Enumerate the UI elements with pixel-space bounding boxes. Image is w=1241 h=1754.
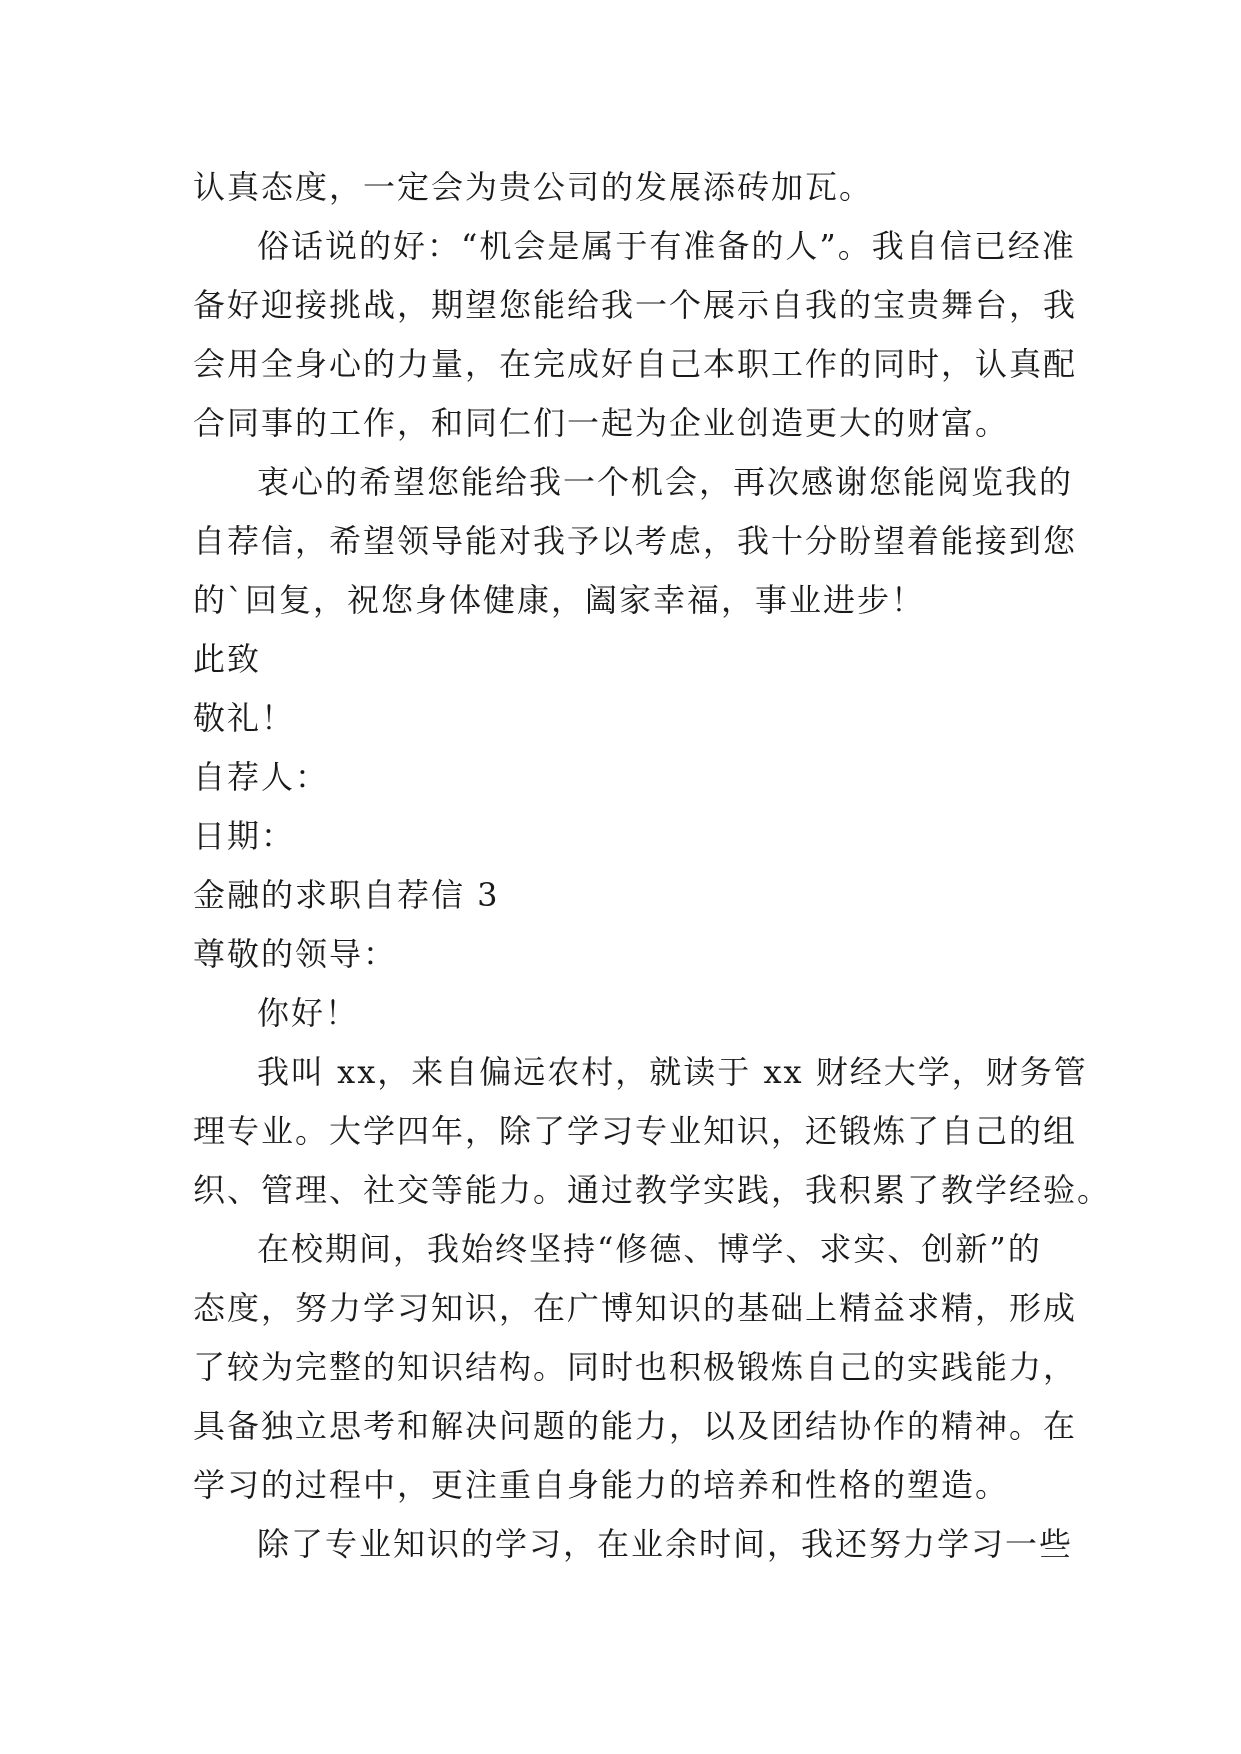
text-line: 具备独立思考和解决问题的能力，以及团结协作的精神。在 bbox=[193, 1407, 1078, 1445]
greeting: 你好！ bbox=[257, 994, 360, 1032]
text-line: 织、管理、社交等能力。通过教学实践，我积累了教学经验。 bbox=[193, 1171, 1112, 1209]
date-label: 日期： bbox=[193, 817, 296, 855]
signature-label: 自荐人： bbox=[193, 758, 330, 796]
closing-line: 此致 bbox=[193, 640, 262, 678]
text-line: 的`回复，祝您身体健康，阖家幸福，事业进步！ bbox=[193, 581, 926, 619]
text-line: 态度，努力学习知识，在广博知识的基础上精益求精，形成 bbox=[193, 1289, 1078, 1327]
paragraph-start-line: 衷心的希望您能给我一个机会，再次感谢您能阅览我的 bbox=[257, 463, 1074, 501]
text-line: 自荐信，希望领导能对我予以考虑，我十分盼望着能接到您 bbox=[193, 522, 1078, 560]
text-line: 理专业。大学四年，除了学习专业知识，还锻炼了自己的组 bbox=[193, 1112, 1078, 1150]
salutation: 尊敬的领导： bbox=[193, 935, 398, 973]
paragraph-start-line: 我叫 xx，来自偏远农村，就读于 xx 财经大学，财务管 bbox=[257, 1053, 1088, 1091]
text-line: 了较为完整的知识结构。同时也积极锻炼自己的实践能力， bbox=[193, 1348, 1078, 1386]
text-line: 合同事的工作，和同仁们一起为企业创造更大的财富。 bbox=[193, 404, 1010, 442]
text-line: 备好迎接挑战，期望您能给我一个展示自我的宝贵舞台，我 bbox=[193, 286, 1078, 324]
text-line: 认真态度，一定会为贵公司的发展添砖加瓦。 bbox=[193, 168, 874, 206]
paragraph-start-line: 俗话说的好：“机会是属于有准备的人”。我自信已经准 bbox=[257, 227, 1076, 265]
text-line: 学习的过程中，更注重自身能力的培养和性格的塑造。 bbox=[193, 1466, 1010, 1504]
paragraph-start-line: 在校期间，我始终坚持“修德、博学、求实、创新”的 bbox=[257, 1230, 1042, 1268]
paragraph-start-line: 除了专业知识的学习，在业余时间，我还努力学习一些 bbox=[257, 1525, 1074, 1563]
closing-salute: 敬礼！ bbox=[193, 699, 296, 737]
text-line: 会用全身心的力量，在完成好自己本职工作的同时，认真配 bbox=[193, 345, 1078, 383]
document-body bbox=[193, 158, 1112, 1574]
section-title: 金融的求职自荐信 3 bbox=[193, 876, 500, 914]
